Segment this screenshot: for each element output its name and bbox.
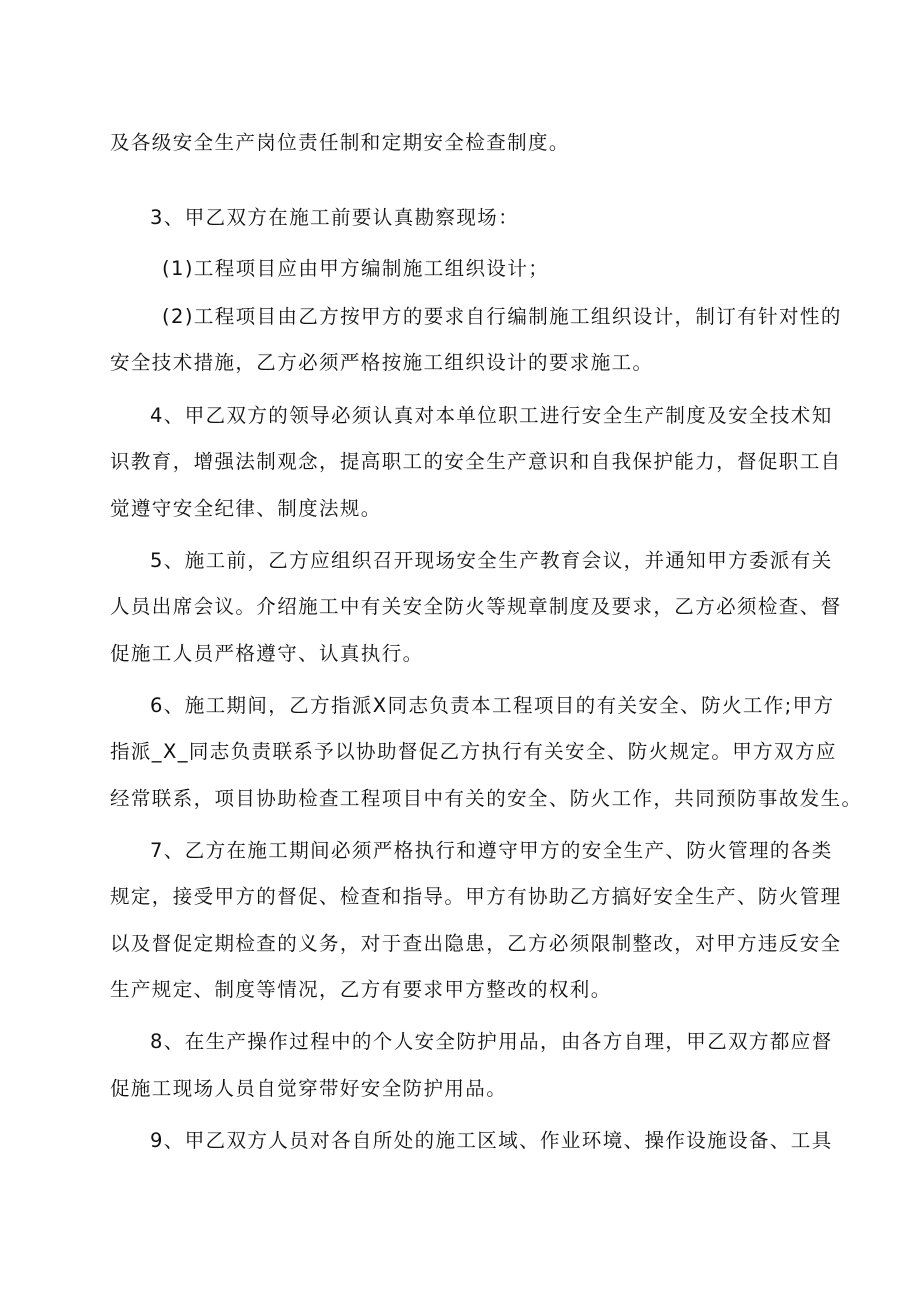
clause-3-line: 3、甲乙双方在施工前要认真勘察现场： [150, 206, 520, 229]
text-line: 规定，接受甲方的督促、检查和指导。甲方有协助乙方搞好安全生产、防火管理 [110, 885, 842, 908]
clause-8-line: 8、在生产操作过程中的个人安全防护用品，由各方自理，甲乙双方都应督 [150, 1030, 833, 1053]
text-line: 促施工人员严格遵守、认真执行。 [110, 642, 424, 665]
text-line: 及各级安全生产岗位责任制和定期安全检查制度。 [110, 131, 570, 154]
text-line: 识教育，增强法制观念，提高职工的安全生产意识和自我保护能力，督促职工自 [110, 450, 842, 473]
sub-item-1-line: (1)工程项目应由甲方编制施工组织设计； [162, 257, 550, 280]
clause-6-line: 6、施工期间，乙方指派X同志负责本工程项目的有关安全、防火工作;甲方 [150, 694, 835, 717]
text-line: 经常联系，项目协助检查工程项目中有关的安全、防火工作，共同预防事故发生。 [110, 787, 863, 810]
text-line: 促施工现场人员自觉穿带好安全防护用品。 [110, 1077, 508, 1100]
text-line: 指派_X_同志负责联系予以协助督促乙方执行有关安全、防火规定。甲方双方应 [110, 740, 837, 763]
sub-item-2-line: (2)工程项目由乙方按甲方的要求自行编制施工组织设计，制订有针对性的 [162, 305, 842, 328]
clause-9-line: 9、甲乙双方人员对各自所处的施工区域、作业环境、操作设施设备、工具 [150, 1129, 833, 1152]
text-line: 以及督促定期检查的义务，对于查出隐患，乙方必须限制整改，对甲方违反安全 [110, 932, 842, 955]
clause-7-line: 7、乙方在施工期间必须严格执行和遵守甲方的安全生产、防火管理的各类 [150, 839, 833, 862]
text-line: 觉遵守安全纪律、制度法规。 [110, 497, 382, 520]
text-line: 生产规定、制度等情况，乙方有要求甲方整改的权利。 [110, 978, 612, 1001]
clause-5-line: 5、施工前，乙方应组织召开现场安全生产教育会议，并通知甲方委派有关 [150, 549, 833, 572]
clause-4-line: 4、甲乙双方的领导必须认真对本单位职工进行安全生产制度及安全技术知 [150, 404, 833, 427]
text-line: 人员出席会议。介绍施工中有关安全防火等规章制度及要求，乙方必须检查、督 [110, 595, 842, 618]
text-line: 安全技术措施，乙方必须严格按施工组织设计的要求施工。 [110, 351, 654, 374]
